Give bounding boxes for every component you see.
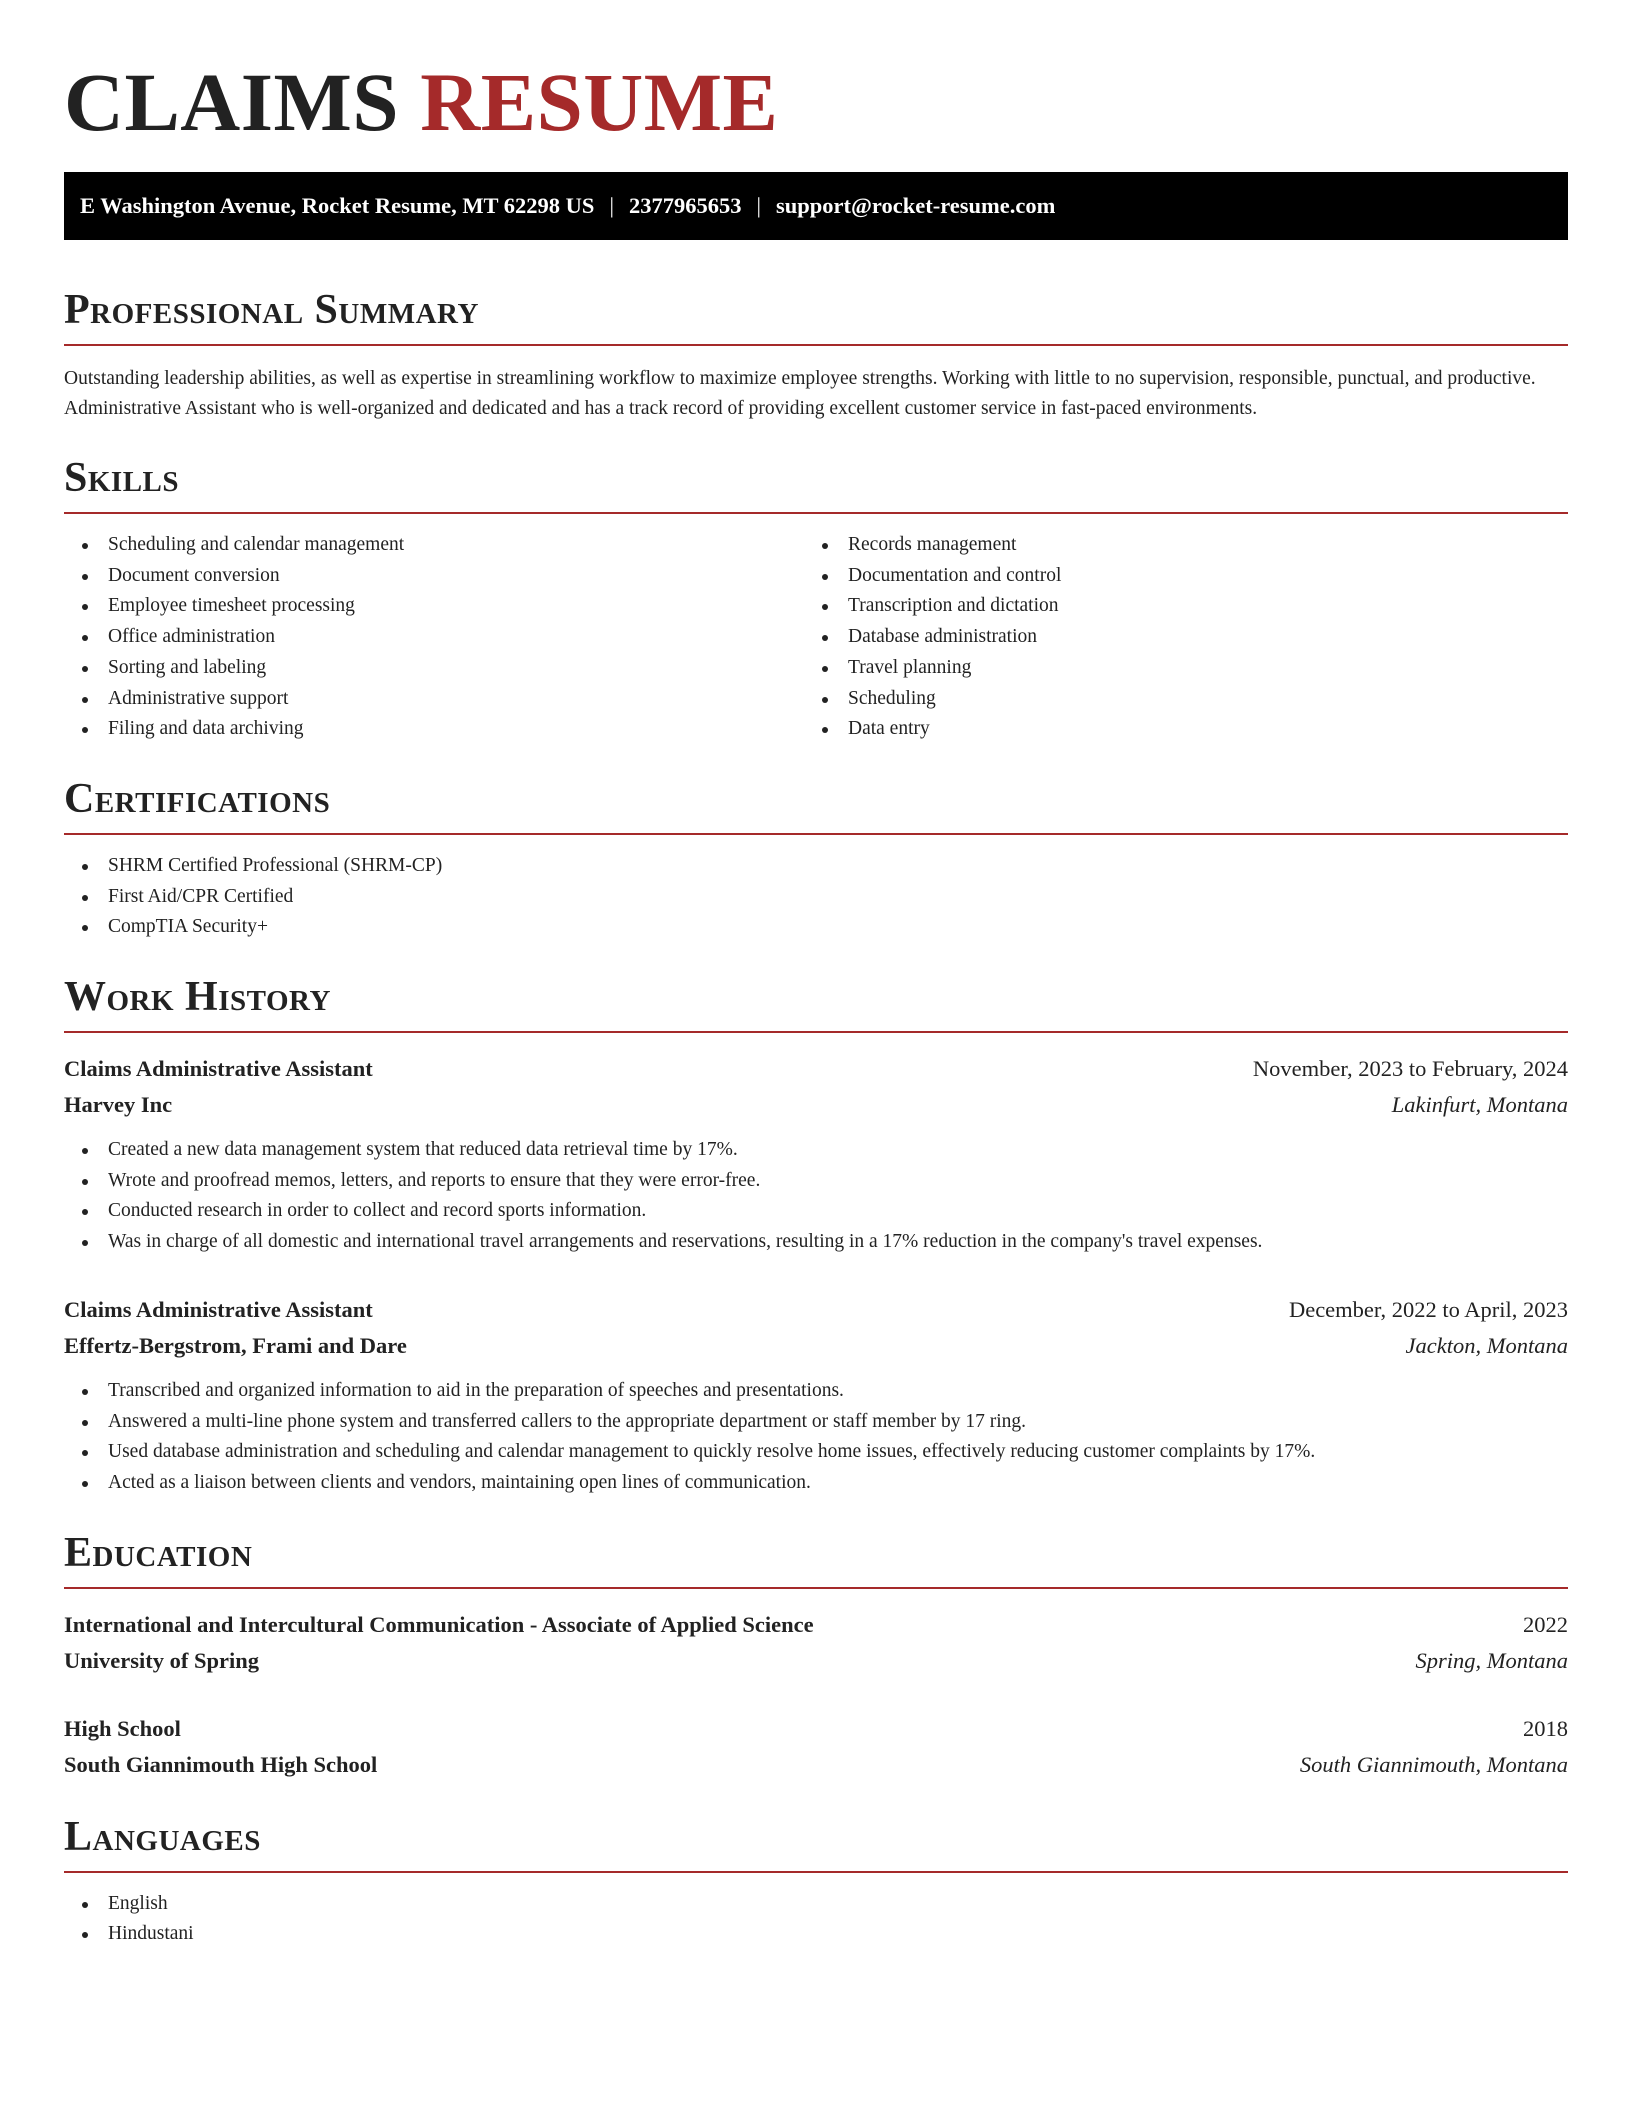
contact-bar	[64, 172, 1568, 240]
section-title-education: Education	[64, 1529, 1568, 1589]
skill-item: Scheduling	[804, 684, 1544, 715]
job-bullets	[64, 1135, 1568, 1258]
job-entry	[64, 1051, 1568, 1258]
contact-phone: 2377965653	[628, 193, 742, 218]
job-bullet: Created a new data management system that reduced data retrieval time by 17%.	[64, 1135, 1568, 1166]
skill-item: Sorting and labeling	[64, 653, 804, 684]
education-location: South Giannimouth, Montana	[1299, 1751, 1568, 1777]
education-degree: International and Intercultural Communication - Associate of Applied Science	[64, 1611, 814, 1637]
language-item: English	[64, 1889, 1568, 1920]
skill-item: Scheduling and calendar management	[64, 530, 804, 561]
job-position: Claims Administrative Assistant	[64, 1296, 373, 1322]
education-entry	[64, 1711, 1568, 1783]
last-name: RESUME	[420, 56, 779, 148]
job-location: Lakinfurt, Montana	[1391, 1092, 1568, 1118]
section-title-summary: Professional Summary	[64, 286, 1568, 346]
skill-item: Document conversion	[64, 561, 804, 592]
section-title-certifications: Certifications	[64, 775, 1568, 835]
education-header-row	[64, 1607, 1568, 1643]
languages-list	[64, 1889, 1568, 1950]
job-company-row	[64, 1328, 1568, 1364]
job-entry	[64, 1292, 1568, 1499]
certifications-section	[64, 775, 1568, 943]
skill-item: Transcription and dictation	[804, 591, 1544, 622]
job-bullet: Was in charge of all domestic and international travel arrangements and reservations, resulting in a 17% reduction in the company's travel expenses.	[64, 1227, 1568, 1258]
education-year: 2018	[1523, 1715, 1568, 1741]
job-bullet: Conducted research in order to collect and record sports information.	[64, 1196, 1568, 1227]
job-company-row	[64, 1087, 1568, 1123]
job-bullet: Transcribed and organized information to aid in the preparation of speeches and presentations.	[64, 1376, 1568, 1407]
job-position: Claims Administrative Assistant	[64, 1056, 373, 1082]
skills-list-left	[64, 530, 804, 745]
job-company: Effertz-Bergstrom, Frami and Dare	[64, 1332, 407, 1358]
skill-item: Travel planning	[804, 653, 1544, 684]
certifications-list	[64, 851, 1568, 943]
resume-name-heading	[64, 54, 1568, 150]
job-bullet: Wrote and proofread memos, letters, and reports to ensure that they were error-free.	[64, 1166, 1568, 1197]
education-entry	[64, 1607, 1568, 1679]
job-header-row	[64, 1051, 1568, 1087]
section-title-work-history: Work History	[64, 973, 1568, 1033]
education-degree: High School	[64, 1715, 181, 1741]
education-school: South Giannimouth High School	[64, 1751, 378, 1777]
education-location: Spring, Montana	[1415, 1647, 1568, 1673]
education-school-row	[64, 1643, 1568, 1679]
skill-item: Employee timesheet processing	[64, 591, 804, 622]
contact-address: E Washington Avenue, Rocket Resume, MT 62298 US	[80, 193, 595, 218]
job-bullets	[64, 1376, 1568, 1499]
skills-list-right	[804, 530, 1544, 745]
skill-item: Records management	[804, 530, 1544, 561]
skills-section	[64, 454, 1568, 745]
skill-item: Filing and data archiving	[64, 714, 804, 745]
summary-section	[64, 286, 1568, 424]
skills-columns	[64, 530, 1568, 745]
education-year: 2022	[1523, 1611, 1568, 1637]
skills-column-right	[804, 530, 1544, 745]
contact-separator: |	[756, 193, 761, 218]
first-name: CLAIMS	[64, 56, 400, 148]
skill-item: Administrative support	[64, 684, 804, 715]
job-location: Jackton, Montana	[1405, 1332, 1568, 1358]
certification-item: First Aid/CPR Certified	[64, 882, 1568, 913]
skills-column-left	[64, 530, 804, 745]
skill-item: Data entry	[804, 714, 1544, 745]
section-title-languages: Languages	[64, 1813, 1568, 1873]
job-bullet: Answered a multi-line phone system and transferred callers to the appropriate department or staff member by 17 ring.	[64, 1407, 1568, 1438]
section-title-skills: Skills	[64, 454, 1568, 514]
job-bullet: Acted as a liaison between clients and vendors, maintaining open lines of communication.	[64, 1468, 1568, 1499]
language-item: Hindustani	[64, 1919, 1568, 1950]
job-dates: December, 2022 to April, 2023	[1288, 1296, 1568, 1322]
languages-section	[64, 1813, 1568, 1950]
education-school: University of Spring	[64, 1647, 260, 1673]
certification-item: SHRM Certified Professional (SHRM-CP)	[64, 851, 1568, 882]
skill-item: Office administration	[64, 622, 804, 653]
skill-item: Documentation and control	[804, 561, 1544, 592]
summary-text: Outstanding leadership abilities, as well as expertise in streamlining workflow to maximize employee strengths. Working with little to no supervision, responsible, punctual, and productive. Administrative Assistant who is well-organized and dedicated and has a track record of providing excellent customer service in fast-paced environments.	[64, 368, 1536, 419]
job-header-row	[64, 1292, 1568, 1328]
contact-separator: |	[609, 193, 614, 218]
contact-email[interactable]: support@rocket-resume.com	[775, 193, 1056, 218]
job-dates: November, 2023 to February, 2024	[1252, 1056, 1568, 1082]
education-section	[64, 1529, 1568, 1783]
job-company: Harvey Inc	[64, 1092, 173, 1118]
certification-item: CompTIA Security+	[64, 912, 1568, 943]
work-history-section	[64, 973, 1568, 1499]
education-header-row	[64, 1711, 1568, 1747]
job-bullet: Used database administration and scheduling and calendar management to quickly resolve home issues, effectively reducing customer complaints by 17%.	[64, 1437, 1568, 1468]
skill-item: Database administration	[804, 622, 1544, 653]
education-school-row	[64, 1747, 1568, 1783]
